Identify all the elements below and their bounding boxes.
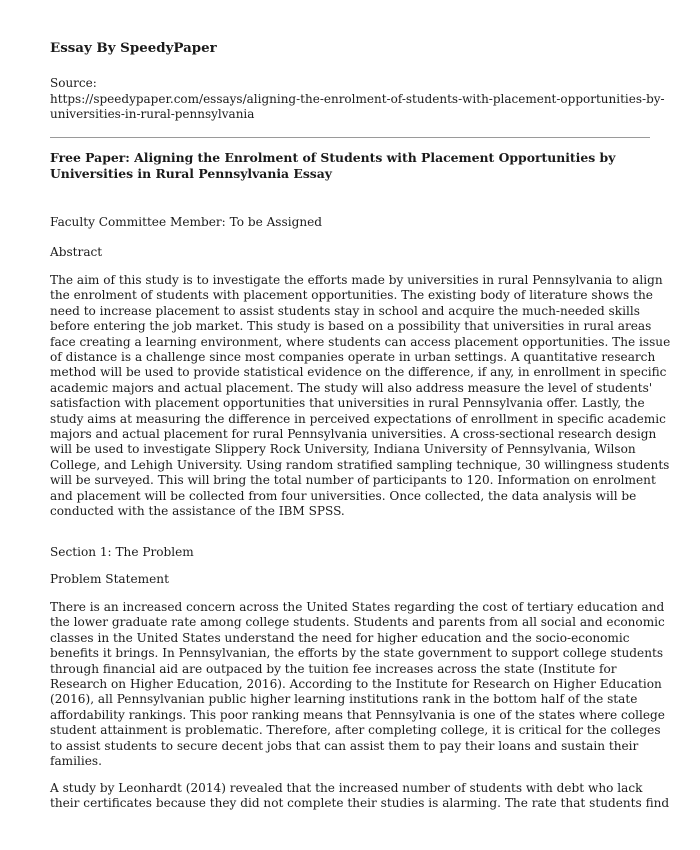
text-line: through financial aid are outpaced by the tuition fee increases across the state (Institute for: [50, 661, 617, 676]
text-line: study aims at measuring the difference in perceived expectations of enrollment in specific academic: [50, 411, 666, 426]
text-line: of distance is a challenge since most companies operate in urban settings. A quantitative research: [50, 350, 656, 365]
text-line: satisfaction with placement opportunities that universities in rural Pennsylvania offer. Lastly, the: [50, 396, 645, 411]
abstract-heading: Abstract: [50, 245, 103, 259]
text-line: method will be used to provide statistical evidence on the difference, if any, in enrollment in specific: [50, 365, 667, 380]
source-url[interactable]: [50, 91, 665, 123]
text-line: benefits it brings. In Pennsylvanian, the efforts by the state government to support college students: [50, 646, 664, 661]
section-heading: Section 1: The Problem: [50, 545, 194, 559]
text-line: the enrolment of students with placement opportunities. The existing body of literature shows the: [50, 288, 653, 303]
text-line: face creating a learning environment, where students can access placement opportunities. The issue: [50, 334, 671, 349]
text-line: classes in the United States understand the need for higher education and the socio-economic: [50, 630, 630, 645]
abstract-paragraph: [50, 273, 671, 520]
text-line: The aim of this study is to investigate the efforts made by universities in rural Pennsylvania to align: [50, 273, 663, 287]
paper-title: Free Paper: Aligning the Enrolment of Students with Placement Opportunities by Universities in Rural Pennsylvania Essay: [50, 150, 616, 182]
document-page: [50, 40, 671, 811]
text-line: majors and actual placement for rural Pennsylvania universities. A cross-sectional research design: [50, 427, 657, 442]
text-line: will be surveyed. This will bring the total number of participants to 120. Information on enrolment: [50, 473, 656, 488]
text-line: academic majors and actual placement. The study will also address measure the level of students': [50, 380, 653, 395]
text-line: conducted with the assistance of the IBM SPSS.: [50, 504, 345, 519]
text-line: A study by Leonhardt (2014) revealed that the increased number of students with debt who lack: [50, 781, 643, 795]
text-line: will be used to investigate Slippery Rock University, Indiana University of Pennsylvania, Wilson: [50, 442, 636, 457]
text-line: College, and Lehigh University. Using random stratified sampling technique, 30 willingness students: [50, 457, 670, 472]
text-line: families.: [50, 754, 102, 769]
text-line: (2016), all Pennsylvanian public higher learning institutions rank in the bottom half of the state: [50, 692, 638, 707]
text-line: to assist students to secure decent jobs that can assist them to pay their loans and sustain their: [50, 738, 639, 753]
source-url-line[interactable]: universities-in-rural-pennsylvania: [50, 107, 255, 121]
text-line: and placement will be collected from four universities. Once collected, the data analysis will be: [50, 488, 637, 503]
text-line: There is an increased concern across the United States regarding the cost of tertiary education and: [50, 600, 665, 614]
text-line: Research on Higher Education, 2016). According to the Institute for Research on Higher Education: [50, 677, 662, 692]
text-line: the lower graduate rate among college students. Students and parents from all social and economic: [50, 615, 665, 630]
document-title: Essay By SpeedyPaper: [50, 40, 217, 56]
text-line: their certificates because they did not complete their studies is alarming. The rate that students find: [50, 796, 670, 811]
leonhardt-paragraph: [50, 781, 670, 812]
source-label: Source:: [50, 76, 97, 90]
text-line: need to increase placement to assist students stay in school and acquire the much-needed skills: [50, 303, 640, 318]
text-line: affordability rankings. This poor ranking means that Pennsylvania is one of the states where college: [50, 707, 665, 722]
problem-heading: Problem Statement: [50, 572, 169, 586]
faculty-line: Faculty Committee Member: To be Assigned: [50, 215, 323, 229]
divider: [50, 137, 650, 138]
problem-paragraph: [50, 600, 665, 769]
text-line: before entering the job market. This study is based on a possibility that universities in rural areas: [50, 319, 652, 334]
text-line: student attainment is problematic. Therefore, after completing college, it is critical for the colleges: [50, 723, 661, 738]
source-url-line[interactable]: https://speedypaper.com/essays/aligning-the-enrolment-of-students-with-placement-opportunities-by-: [50, 91, 665, 106]
